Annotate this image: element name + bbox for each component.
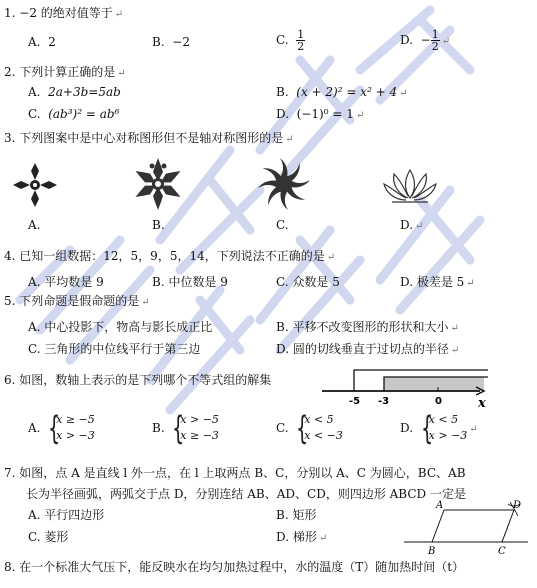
q6-option-a: A. { x ≥ −5 x > −3 bbox=[28, 409, 95, 447]
label-B: B bbox=[428, 546, 436, 557]
q3-option-c: C. bbox=[276, 218, 289, 232]
q1-option-d: D. − $\frac{1}{2}$ ↵ bbox=[400, 28, 451, 53]
q3-option-b: B. bbox=[152, 218, 165, 232]
axis-tick-neg3: -3 bbox=[378, 396, 390, 407]
q7-option-b: B. 矩形 bbox=[276, 508, 317, 522]
q7-parallelogram-figure bbox=[402, 498, 530, 560]
label-A: A bbox=[436, 500, 444, 511]
q3-figure-a bbox=[10, 160, 60, 210]
q5-option-c: C. 三角形的中位线平行于第三边 bbox=[28, 342, 201, 356]
axis-tick-0: 0 bbox=[435, 396, 442, 407]
q2-option-c: C. (ab³)² = ab⁶ bbox=[28, 107, 120, 121]
q3-option-d: D. ↵ bbox=[400, 218, 424, 232]
q1-option-a: A. 2 bbox=[28, 35, 56, 49]
q7-option-a: A. 平行四边形 bbox=[28, 508, 105, 522]
q4-option-b: B. 中位数是 9 bbox=[152, 275, 228, 289]
q3-figure-d bbox=[382, 162, 438, 206]
q3-figure-c bbox=[256, 156, 312, 212]
q2-stem: 2. 下列计算正确的是 ↵ bbox=[4, 65, 126, 79]
axis-variable: x bbox=[478, 396, 486, 410]
q4-option-d: D. 极差是 5 ↵ bbox=[400, 275, 475, 289]
q4-option-a: A. 平均数是 9 bbox=[28, 275, 104, 289]
axis-tick-neg5: -5 bbox=[349, 396, 361, 407]
q2-option-a: A. 2a+3b=5ab bbox=[28, 85, 121, 99]
label-D: D bbox=[513, 500, 522, 511]
q6-option-d: D. { x < 5 x > −3 ↵ bbox=[400, 409, 478, 447]
q8-stem: 8. 在一个标准大气压下，能反映水在均匀加热过程中，水的温度（T）随加热时间（t） bbox=[4, 560, 465, 574]
q4-stem: 4. 已知一组数据：12，5，9，5，14，下列说法不正确的是 ↵ bbox=[4, 249, 336, 263]
q6-stem: 6. 如图，数轴上表示的是下列哪个不等式组的解集 bbox=[4, 373, 272, 387]
q2-option-b: B. (x + 2)² = x² + 4 ↵ bbox=[276, 85, 408, 99]
q5-stem: 5. 下列命题是假命题的是 ↵ bbox=[4, 294, 150, 308]
q2-option-d: D. (−1)⁰ = 1 ↵ bbox=[276, 107, 365, 121]
q1-option-b: B. −2 bbox=[152, 35, 190, 49]
q3-option-a: A. bbox=[28, 218, 41, 232]
q7-stem-line2: 长为半径画弧，两弧交于点 D，分别连结 AB、AD、CD，则四边形 ABCD 一定是 bbox=[26, 487, 466, 501]
label-C: C bbox=[498, 546, 506, 557]
q5-option-a: A. 中心投影下，物高与影长成正比 bbox=[28, 320, 213, 334]
q6-option-c: C. { x < 5 x < −3 bbox=[276, 409, 343, 447]
q1-option-c: C. $\frac{1}{2}$ bbox=[276, 28, 305, 53]
q1-stem: 1. −2 的绝对值等于 ↵ bbox=[4, 6, 124, 20]
q7-option-c: C. 菱形 bbox=[28, 530, 69, 544]
q3-stem: 3. 下列图案中是中心对称图形但不是轴对称图形的是 ↵ bbox=[4, 131, 294, 145]
q4-option-c: C. 众数是 5 bbox=[276, 275, 340, 289]
q6-option-b: B. { x > −5 x ≥ −3 bbox=[152, 409, 219, 447]
q7-option-d: D. 梯形 ↵ bbox=[276, 530, 328, 544]
q5-option-d: D. 圆的切线垂直于过切点的半径 ↵ bbox=[276, 342, 460, 356]
q3-figure-b bbox=[130, 156, 186, 212]
q5-option-b: B. 平移不改变图形的形状和大小 ↵ bbox=[276, 320, 459, 334]
q7-stem-line1: 7. 如图，点 A 是直线 l 外一点，在 l 上取两点 B、C，分别以 A、C 为圆心，BC、AB bbox=[4, 466, 466, 480]
q6-number-line bbox=[320, 366, 492, 410]
